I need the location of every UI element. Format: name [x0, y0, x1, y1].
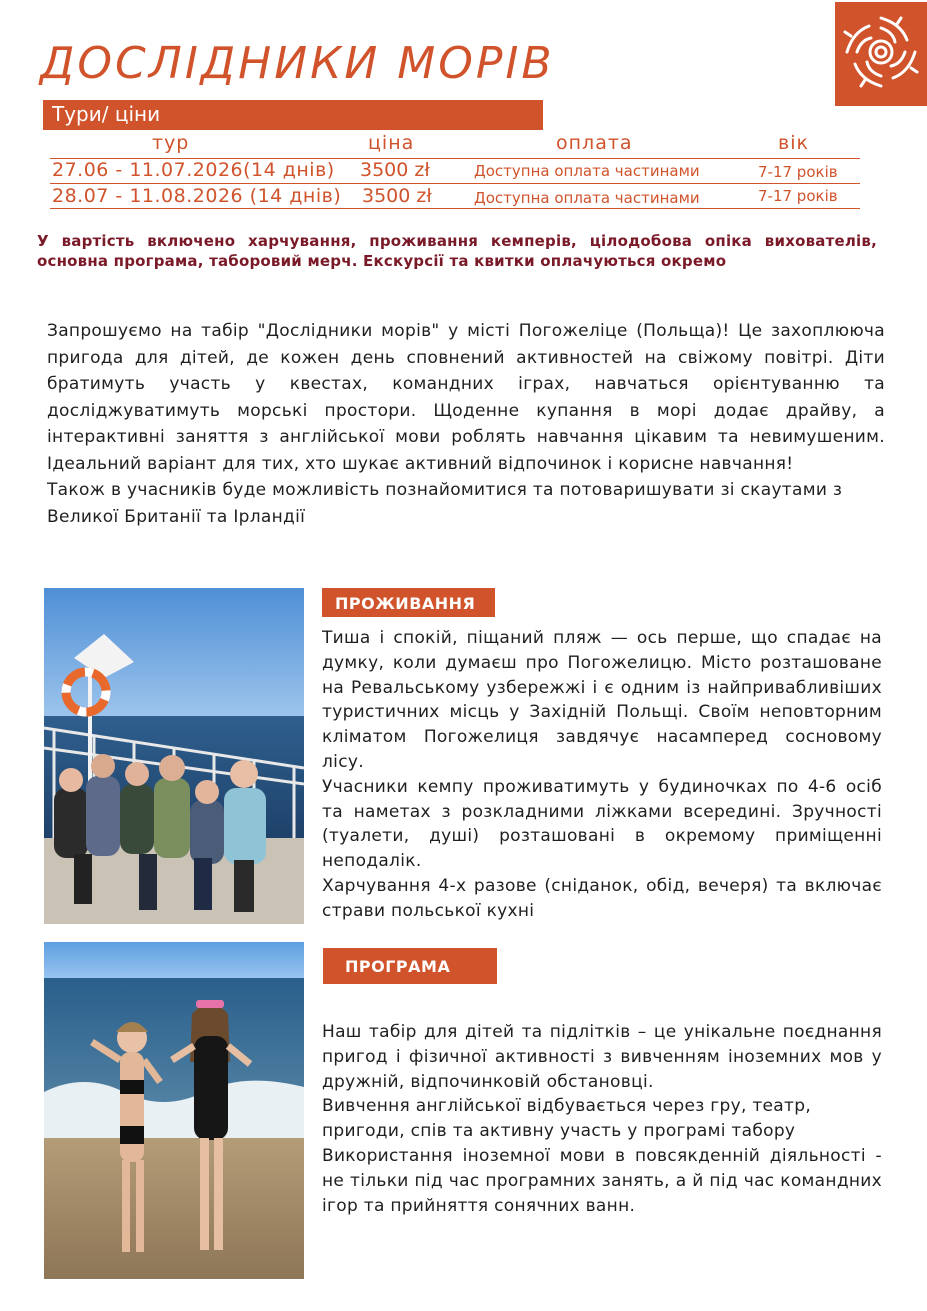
table-cell-price: 3500 zł [360, 159, 430, 181]
table-cell-payment: Доступна оплата частинами [474, 162, 700, 180]
price-inclusions-note: У вартість включено харчування, проживання кемперів, цілодобова опіка вихователів, основна програма, таборовий мерч. Екскурсії та квитки оплачуються окремо [37, 232, 877, 270]
program-paragraph: Вивчення англійської відбувається через гру, театр, пригоди, спів та активну участь у програмі табору [322, 1096, 812, 1142]
photo-girls-on-beach [44, 942, 304, 1279]
section-label-program: ПРОГРАМА [323, 948, 497, 984]
tours-label: Тури/ ціни [52, 102, 161, 126]
program-text [322, 1020, 882, 1218]
table-cell-age: 7-17 років [758, 187, 838, 205]
accommodation-paragraph: Учасники кемпу проживатимуть у будиночках по 4-6 осіб та наметах з розкладними ліжками всередині. Зручності (туалети, душі) розташовані в окремому приміщенні неподалік. [322, 776, 882, 872]
program-paragraph: Використання іноземної мови в повсякденній діяльності - не тільки під час програмних занять, а й під час командних ігор та прийняття сонячних ванн. [322, 1145, 882, 1216]
accommodation-paragraph: Харчування 4-х разове (сніданок, обід, вечеря) та включає страви польської кухні [322, 875, 882, 921]
intro-text [47, 318, 885, 530]
program-paragraph: Наш табір для дітей та підлітків – це унікальне поєднання пригод і фізичної активності з вивченням іноземних мов у дружній, відпочинковій обстановці. [322, 1022, 882, 1092]
accommodation-paragraph: Тиша і спокій, піщаний пляж — ось перше, що спадає на думку, коли думаєш про Погожелицю. Місто розташоване на Ревальському узбережжі і є одним із найпривабливіших туристичних місць у Західній Польщі. Своїм неповторним кліматом Погожелиця завдячує насамперед сосновому лісу. [322, 628, 882, 772]
table-cell-dates: 27.06 - 11.07.2026(14 днів) [52, 159, 335, 181]
page-title: ДОСЛІДНИКИ МОРІВ [40, 38, 555, 89]
column-header-age: вік [778, 132, 809, 154]
column-header-price: ціна [368, 132, 415, 154]
table-cell-payment: Доступна оплата частинами [474, 189, 700, 207]
intro-paragraph: Запрошуємо на табір "Дослідники морів" у місті Погожеліце (Польща)! Це захоплююча пригода для дітей, де кожен день сповнений активностей на свіжому повітрі. Діти братимуть участь у квестах, командних іграх, навчаться орієнтуванню та досліджуватимуть морські простори. Щоденне купання в морі додає драйву, а інтерактивні заняття з англійської мови роблять навчання цікавим та невимушеним. Ідеальний варіант для тих, хто шукає активний відпочинок і корисне навчання! [47, 321, 885, 474]
tours-header-bar [43, 100, 543, 130]
column-header-tour: тур [152, 132, 190, 154]
intro-paragraph: Також в учасників буде можливість познайомитися та потоваришувати зі скаутами з Великої Британії та Ірландії [47, 480, 843, 527]
table-cell-age: 7-17 років [758, 163, 838, 181]
sun-logo-icon [835, 2, 927, 106]
table-divider [50, 183, 860, 184]
table-divider [50, 208, 860, 209]
table-cell-dates: 28.07 - 11.08.2026 (14 днів) [52, 185, 342, 207]
column-header-payment: оплата [556, 132, 633, 154]
accommodation-text [322, 626, 882, 924]
section-label-accommodation: ПРОЖИВАННЯ [322, 588, 495, 617]
logo [835, 2, 927, 106]
table-cell-price: 3500 zł [362, 185, 432, 207]
photo-kids-on-ferry [44, 588, 304, 924]
